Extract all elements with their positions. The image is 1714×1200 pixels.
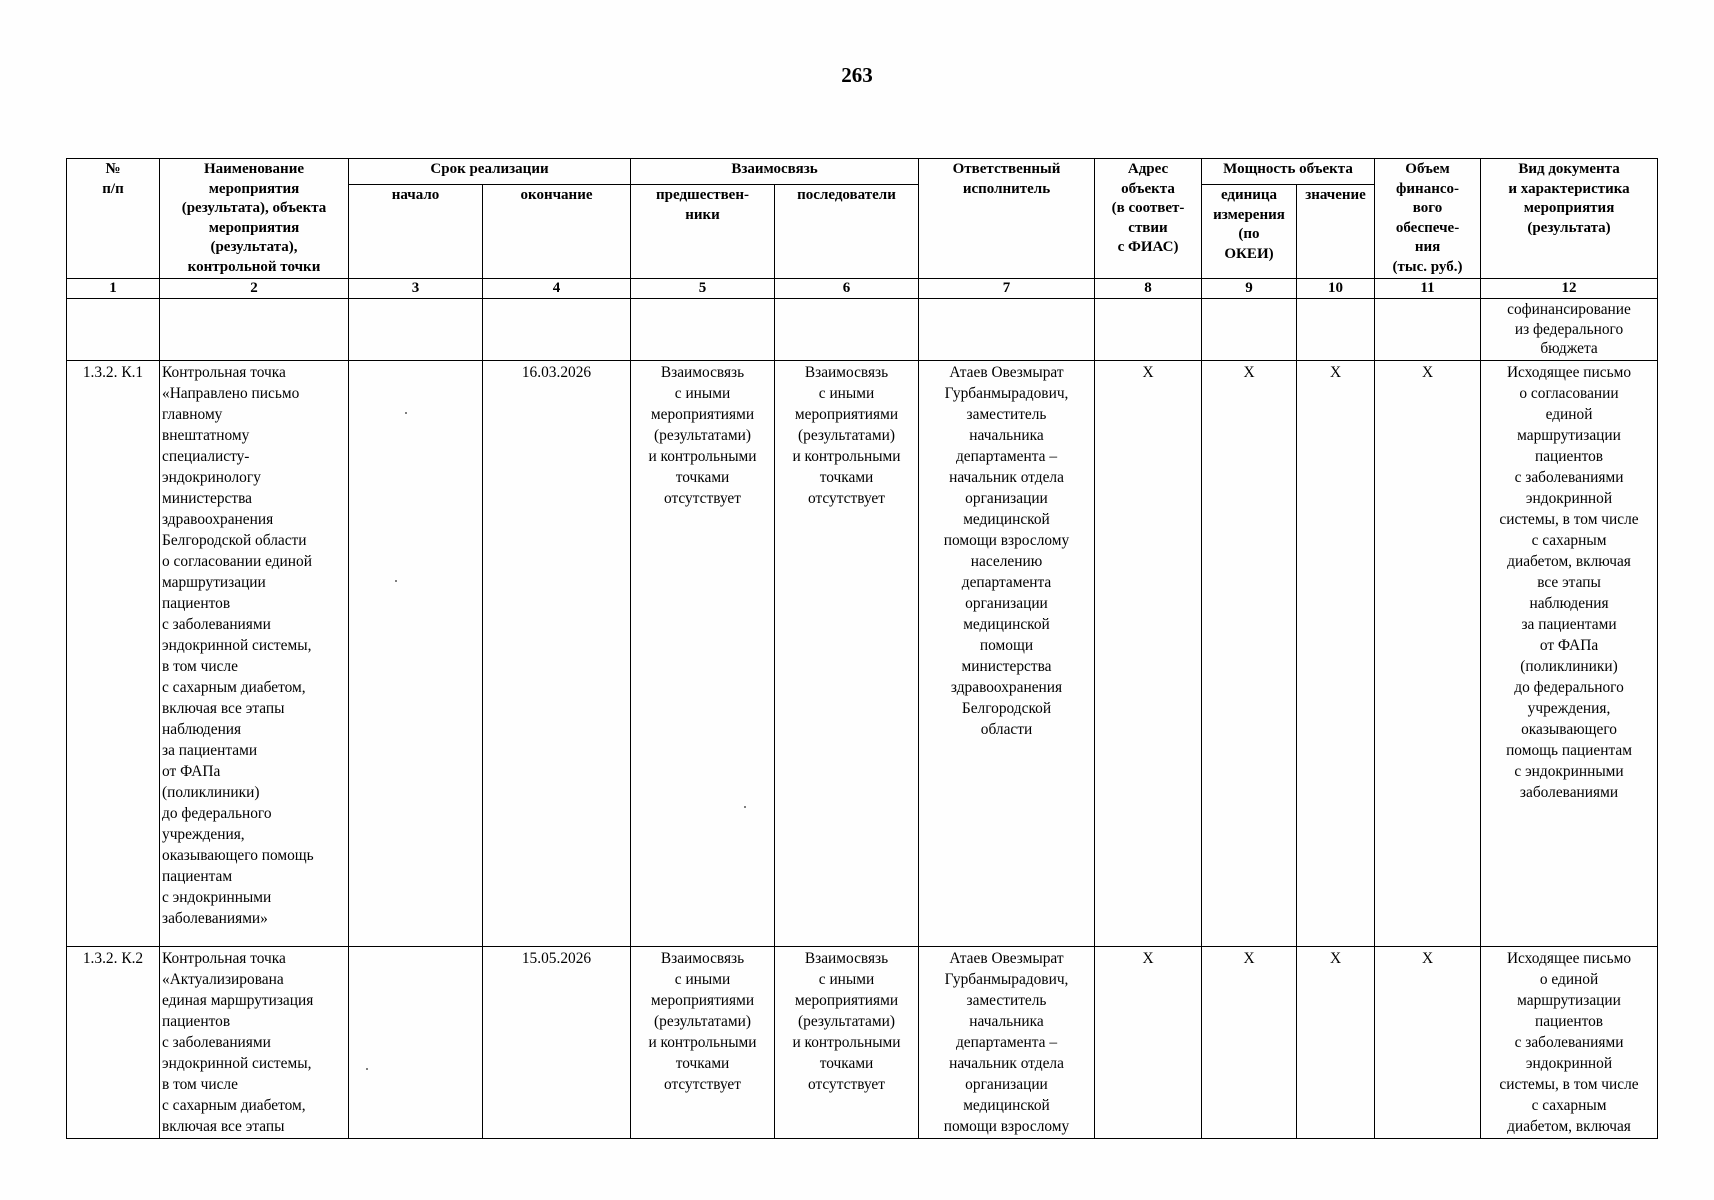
- col-number: 2: [160, 279, 349, 299]
- cell-unit: Х: [1202, 946, 1297, 1138]
- header-responsible: Ответственный исполнитель: [919, 159, 1095, 279]
- header-relation-group: Взаимосвязь: [631, 159, 919, 185]
- col-number: 11: [1375, 279, 1481, 299]
- cell-end: 16.03.2026: [483, 360, 631, 946]
- table-row: [67, 299, 1658, 361]
- cell-funding: [1375, 299, 1481, 361]
- col-number: 4: [483, 279, 631, 299]
- cell-document: софинансирование из федерального бюджета: [1481, 299, 1658, 361]
- col-number: 12: [1481, 279, 1658, 299]
- col-number: 6: [775, 279, 919, 299]
- cell-unit: Х: [1202, 360, 1297, 946]
- cell-address: Х: [1095, 360, 1202, 946]
- cell-end: [483, 299, 631, 361]
- cell-value: Х: [1297, 360, 1375, 946]
- cell-num: 1.3.2. К.2: [67, 946, 160, 1138]
- table-row: [67, 946, 1658, 1138]
- header-value: значение: [1297, 185, 1375, 279]
- cell-address: Х: [1095, 946, 1202, 1138]
- scan-speck: [366, 1068, 368, 1070]
- cell-num: 1.3.2. К.1: [67, 360, 160, 946]
- cell-start: [349, 360, 483, 946]
- page-number: 263: [841, 63, 873, 87]
- header-document: Вид документа и характеристика мероприятия (результата): [1481, 159, 1658, 279]
- col-number: 5: [631, 279, 775, 299]
- header-successors: последователи: [775, 185, 919, 279]
- cell-address: [1095, 299, 1202, 361]
- cell-num: [67, 299, 160, 361]
- cell-responsible: Атаев Овезмырат Гурбанмырадович, заместитель начальника департамента – начальник отдела организации медицинской помощи взрослому населению департамента организации медицинской помощи министерства здравоохранения Белгородской области: [919, 360, 1095, 946]
- header-capacity-group: Мощность объекта: [1202, 159, 1375, 185]
- header-address: Адрес объекта (в соответ- ствии с ФИАС): [1095, 159, 1202, 279]
- header-row-1: [67, 159, 1658, 185]
- header-term-group: Срок реализации: [349, 159, 631, 185]
- scan-speck: [395, 580, 397, 582]
- header-unit: единица измерения (по ОКЕИ): [1202, 185, 1297, 279]
- cell-successors: Взаимосвязь с иными мероприятиями (результатами) и контрольными точками отсутствует: [775, 360, 919, 946]
- col-number: 10: [1297, 279, 1375, 299]
- col-number: 1: [67, 279, 160, 299]
- cell-predecessors: [631, 299, 775, 361]
- scan-speck: [405, 412, 407, 414]
- scan-speck: [744, 806, 746, 808]
- cell-successors: Взаимосвязь с иными мероприятиями (результатами) и контрольными точками отсутствует: [775, 946, 919, 1138]
- cell-funding: Х: [1375, 946, 1481, 1138]
- col-number: 9: [1202, 279, 1297, 299]
- cell-responsible: [919, 299, 1095, 361]
- table-row: [67, 360, 1658, 946]
- cell-value: [1297, 299, 1375, 361]
- plan-table: [66, 158, 1658, 1139]
- header-end: окончание: [483, 185, 631, 279]
- col-number: 7: [919, 279, 1095, 299]
- header-start: начало: [349, 185, 483, 279]
- cell-start: [349, 299, 483, 361]
- cell-document: Исходящее письмо о единой маршрутизации пациентов с заболеваниями эндокринной системы, в том числе с сахарным диабетом, включая: [1481, 946, 1658, 1138]
- cell-predecessors: Взаимосвязь с иными мероприятиями (результатами) и контрольными точками отсутствует: [631, 360, 775, 946]
- cell-name: Контрольная точка «Направлено письмо главному внештатному специалисту- эндокринологу министерства здравоохранения Белгородской области о согласовании единой маршрутизации пациентов с заболеваниями эндокринной системы, в том числе с сахарным диабетом, включая все этапы наблюдения за пациентами от ФАПа (поликлиники) до федерального учреждения, оказывающего помощь пациентам с эндокринными заболеваниями»: [160, 360, 349, 946]
- cell-start: [349, 946, 483, 1138]
- cell-funding: Х: [1375, 360, 1481, 946]
- header-name: Наименование мероприятия (результата), объекта мероприятия (результата), контрольной точки: [160, 159, 349, 279]
- cell-responsible: Атаев Овезмырат Гурбанмырадович, заместитель начальника департамента – начальник отдела организации медицинской помощи взрослому: [919, 946, 1095, 1138]
- cell-predecessors: Взаимосвязь с иными мероприятиями (результатами) и контрольными точками отсутствует: [631, 946, 775, 1138]
- cell-document: Исходящее письмо о согласовании единой маршрутизации пациентов с заболеваниями эндокринной системы, в том числе с сахарным диабетом, включая все этапы наблюдения за пациентами от ФАПа (поликлиники) до федерального учреждения, оказывающего помощь пациентам с эндокринными заболеваниями: [1481, 360, 1658, 946]
- header-funding: Объем финансо- вого обеспече- ния (тыс. руб.): [1375, 159, 1481, 279]
- header-predecessors: предшествен- ники: [631, 185, 775, 279]
- col-number: 8: [1095, 279, 1202, 299]
- cell-name: Контрольная точка «Актуализирована единая маршрутизация пациентов с заболеваниями эндокринной системы, в том числе с сахарным диабетом, включая все этапы: [160, 946, 349, 1138]
- cell-end: 15.05.2026: [483, 946, 631, 1138]
- header-num: № п/п: [67, 159, 160, 279]
- column-number-row: [67, 279, 1658, 299]
- cell-unit: [1202, 299, 1297, 361]
- cell-name: [160, 299, 349, 361]
- cell-successors: [775, 299, 919, 361]
- col-number: 3: [349, 279, 483, 299]
- cell-value: Х: [1297, 946, 1375, 1138]
